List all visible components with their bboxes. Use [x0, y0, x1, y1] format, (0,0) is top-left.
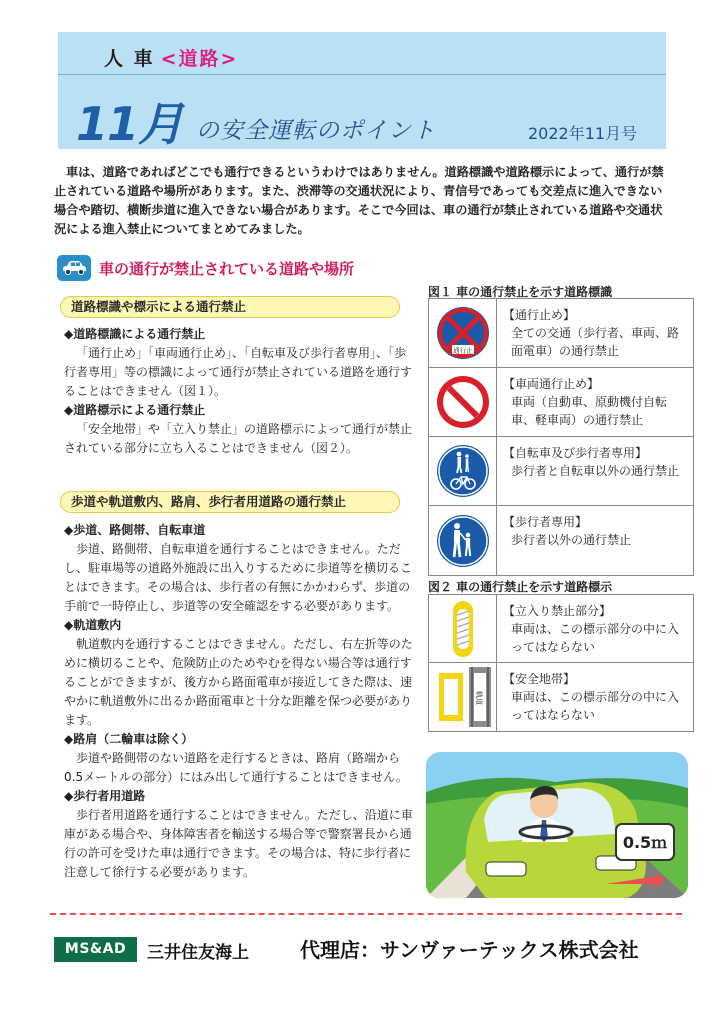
subheading: ◆路肩（二輪車は除く） [64, 732, 194, 746]
marking-row-no-entry-zone [429, 595, 693, 663]
subheading: ◆道路標示による通行禁止 [64, 403, 206, 417]
marking-description: 車両は、この標示部分の中に入ってはならない [511, 622, 680, 654]
section-title-text: 車の通行が禁止されている道路や場所 [99, 260, 355, 278]
sign-description: 歩行者以外の通行禁止 [511, 533, 632, 547]
marking-title: 【安全地帯】 [503, 672, 576, 686]
safety-zone-marking-icon [433, 667, 493, 727]
bicycle-pedestrian-sign-icon [435, 443, 491, 499]
paragraph: 「安全地帯」や「立入り禁止」の道路標示によって通行が禁止されている部分に立ち入ることはできません（図２）。 [64, 422, 413, 455]
header-subtitle: の安全運転のポイント [196, 118, 436, 144]
sign-title: 【通行止め】 [503, 308, 576, 322]
subheading: ◆歩行者用道路 [64, 789, 146, 803]
figure2-marking-table [428, 594, 694, 732]
sign-label: 通行止 [452, 346, 473, 355]
subheading: ◆道路標識による通行禁止 [64, 327, 206, 341]
figure1-sign-table [428, 298, 694, 576]
sign-title: 【自転車及び歩行者専用】 [503, 446, 648, 460]
sign-row-no-vehicles [429, 368, 693, 437]
header-month: 11月 [76, 97, 184, 151]
marking-label: 軌道 [474, 691, 483, 705]
company-name: 三井住友海上 [147, 943, 249, 963]
no-entry-zone-marking-icon [448, 599, 478, 659]
agent-name: 代理店：サンヴァーテックス株式会社 [300, 938, 639, 962]
header-tag: <道路> [160, 48, 239, 70]
sign-row-no-entry [429, 299, 693, 368]
figure1-caption: 図１ 車の通行禁止を示す道路標識 [428, 285, 613, 299]
sign-description: 車両（自動車、原動機付自転車、軽車両）の通行禁止 [511, 395, 668, 427]
paragraph: 歩道や路側帯のない道路を走行するときは、路肩（路端から0.5メートルの部分）にはみ出して通行することはできません。 [64, 751, 408, 784]
subheading: ◆軌道敷内 [64, 618, 122, 632]
pedestrian-only-sign-icon [435, 513, 491, 569]
subsection-pill-signs: 道路標識や標示による通行禁止 [60, 296, 400, 318]
distance-label: 0.5ｍ [622, 833, 668, 852]
footer-divider [50, 913, 682, 915]
marking-row-safety-zone [429, 663, 693, 731]
sign-description: 歩行者と自転車以外の通行禁止 [511, 464, 680, 478]
header-series [104, 44, 238, 71]
subheading: ◆歩道、路側帯、自転車道 [64, 523, 206, 537]
no-vehicles-sign-icon [435, 374, 491, 430]
header-banner [58, 32, 666, 149]
marking-description: 車両は、この標示部分の中に入ってはならない [511, 690, 680, 722]
header-divider [58, 74, 666, 75]
msad-logo: MS&AD [54, 937, 137, 962]
subsection-pill-sidewalk: 歩道や軌道敷内、路肩、歩行者用道路の通行禁止 [60, 491, 400, 513]
marking-title: 【立入り禁止部分】 [503, 604, 612, 618]
sign-title: 【車両通行止め】 [503, 377, 600, 391]
sign-row-bicycle-pedestrian [429, 437, 693, 506]
paragraph: 「通行止め」「車両通行止め」、「自転車及び歩行者専用」、「歩行者専用」等の標識によって通行が禁止されている道路を通行することはできません（図１）。 [64, 346, 413, 398]
paragraph: 歩行者用道路を通行することはできません。ただし、沿道に車庫がある場合や、身体障害者を輸送する場合等で警察署長から通行の許可を受けた車は通行できます。その場合は、特に歩行者に注意して徐行する必要があります。 [64, 808, 413, 879]
header-series-label: 人 車 [104, 48, 155, 70]
sign-title: 【歩行者専用】 [503, 515, 588, 529]
sign-row-pedestrian-only [429, 506, 693, 575]
car-icon [57, 255, 91, 281]
body-block-sidewalk [64, 521, 416, 882]
issue-date: 2022年11月号 [528, 124, 638, 143]
intro-paragraph: 車は、道路であればどこでも通行できるというわけではありません。道路標識や道路標示によって、通行が禁止されている道路や場所があります。また、渋滞等の交通状況により、青信号であっても交差点に進入できない場合や踏切、横断歩道に進入できない場合があります。そこで今回は、車の通行が禁止されている道路や交通状況による進入禁止についてまとめてみました。 [54, 165, 664, 236]
figure2-caption: 図２ 車の通行禁止を示す道路標示 [428, 580, 613, 594]
driver-illustration [426, 752, 688, 898]
road-closed-sign-icon [435, 305, 491, 361]
paragraph: 歩道、路側帯、自転車道を通行することはできません。ただし、駐車場等の道路外施設に出入りするために歩道等を横切ることはできます。その場合は、歩行者の有無にかかわらず、歩道の手前で一時停止し、歩道等の安全確認をする必要があります。 [64, 542, 413, 613]
paragraph: 軌道敷内を通行することはできません。ただし、右左折等のために横切ることや、危険防止のためやむを得ない場合等は通行することができますが、後方から路面電車が接近してきた際は、速やかに軌道敷外に出るか路面電車と十分な距離を保つ必要があります。 [64, 637, 413, 727]
body-block-signs [64, 325, 416, 458]
sign-description: 全ての交通（歩行者、車両、路面電車）の通行禁止 [511, 326, 680, 358]
